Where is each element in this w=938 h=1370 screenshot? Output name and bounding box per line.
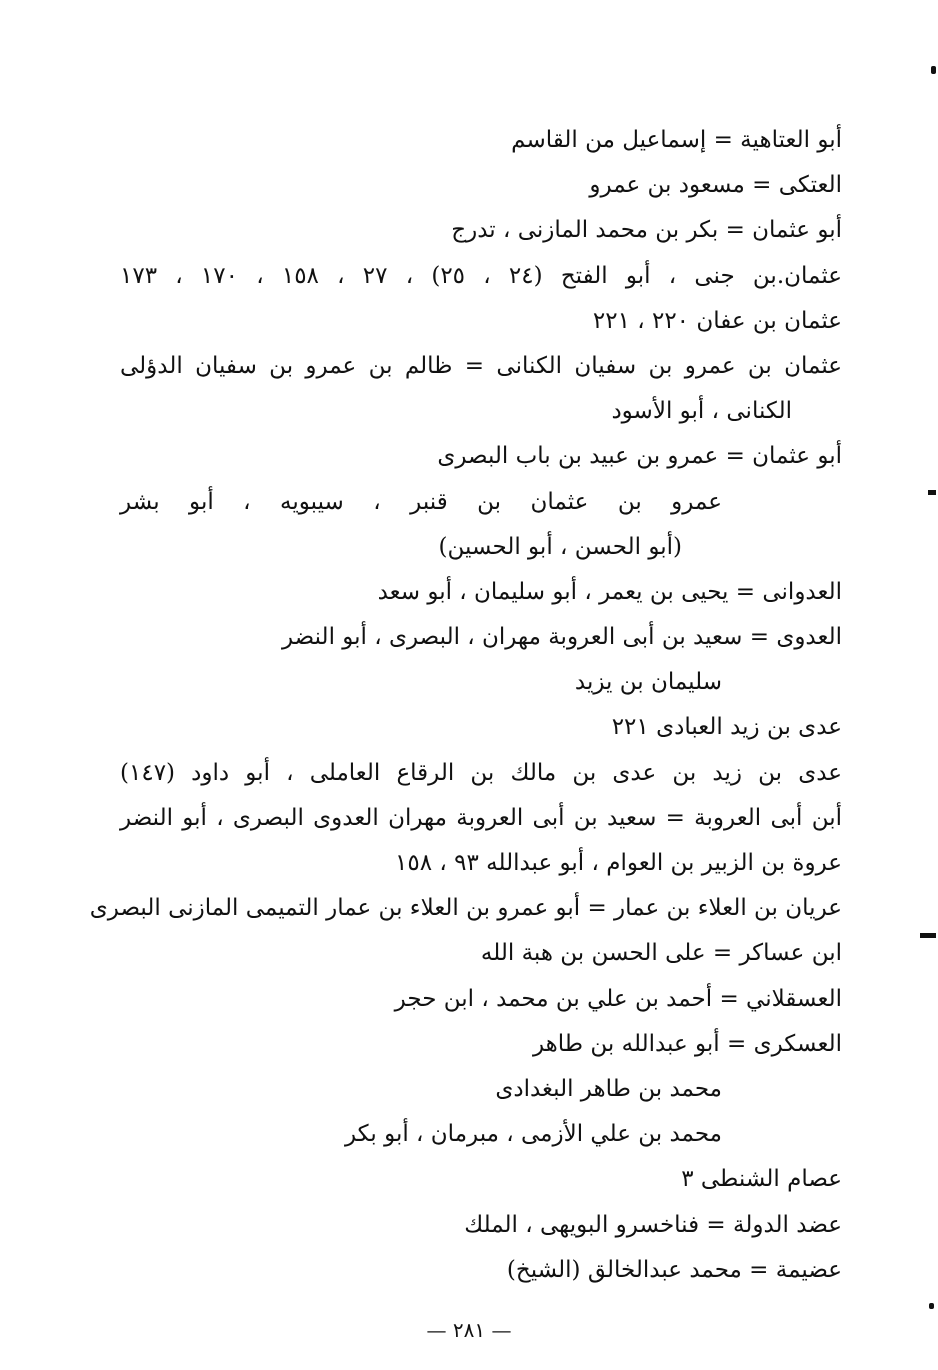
index-entries	[89, 118, 843, 1293]
index-entry: عثمان بن عمرو بن سفيان الكنانى = ظالم بن عمرو بن سفيان الدؤلى	[120, 352, 842, 379]
index-entry-sub: محمد بن علي الأزمى ، مبرمان ، أبو بكر	[344, 1121, 722, 1148]
margin-mark	[928, 490, 936, 495]
margin-mark	[931, 66, 936, 74]
page-number: — ٢٨١ —	[426, 1318, 512, 1342]
index-entry-sub: محمد بن طاهر البغدادى	[495, 1075, 722, 1102]
index-entry: عثمان.بن جنى ، أبو الفتح (٢٤ ، ٢٥) ، ٢٧ ، ١٥٨ ، ١٧٠ ، ١٧٣	[120, 262, 843, 289]
index-entry: أبن أبى العروبة = سعيد بن أبى العروبة مهران العدوى البصرى ، أبو النضر	[120, 804, 842, 831]
margin-mark	[920, 933, 936, 938]
index-entry: أبو عثمان = بكر بن محمد المازنى ، تدرج	[451, 217, 842, 244]
margin-mark	[929, 1303, 934, 1309]
index-entry: عصام الشنطى ٣	[681, 1166, 842, 1193]
index-entry: عثمان بن عفان ٢٢٠ ، ٢٢١	[592, 307, 842, 334]
index-entry: عريان بن العلاء بن عمار = أبو عمرو بن العلاء بن عمار التميمى المازنى البصرى	[89, 895, 842, 922]
index-entry: العسكرى = أبو عبدالله بن طاهر	[532, 1030, 842, 1057]
index-entry-continuation: الكنانى ، أبو الأسود	[611, 398, 792, 425]
index-entry: ابن عساكر = على الحسن بن هبة الله	[480, 940, 842, 967]
index-entry: عدى بن زيد العبادى ٢٢١	[611, 714, 842, 741]
index-entry: عروة بن الزبير بن العوام ، أبو عبدالله ٩٣ ، ١٥٨	[394, 850, 842, 876]
index-entry: العدوى = سعيد بن أبى العروبة مهران ، البصرى ، أبو النضر	[281, 624, 842, 651]
index-entry: العدوانى = يحيى بن يعمر ، أبو سليمان ، أبو سعد	[377, 578, 842, 605]
index-entry: أبو العتاهية = إسماعيل من القاسم	[511, 127, 842, 153]
index-entry: العسقلاني = أحمد بن علي بن محمد ، ابن حجر	[394, 985, 842, 1012]
index-entry-sub: عمرو بن عثمان بن قنبر ، سيبويه ، أبو بشر	[120, 488, 722, 515]
index-entry: عضد الدولة = فناخسرو البويهى ، الملك	[464, 1211, 842, 1238]
index-entry: عدى بن زيد بن عدى بن مالك بن الرقاع العاملى ، أبو داود (١٤٧)	[120, 759, 842, 786]
index-entry: أبو عثمان = عمرو بن عبيد بن باب البصرى	[437, 443, 842, 470]
index-entry-sub: سليمان بن يزيد	[574, 669, 722, 696]
index-entry: العتكى = مسعود بن عمرو	[589, 172, 842, 199]
index-entry: عضيمة = محمد عبدالخالق (الشيخ)	[506, 1256, 842, 1283]
index-entry-continuation: (أبو الحسن ، أبو الحسين)	[438, 533, 682, 560]
